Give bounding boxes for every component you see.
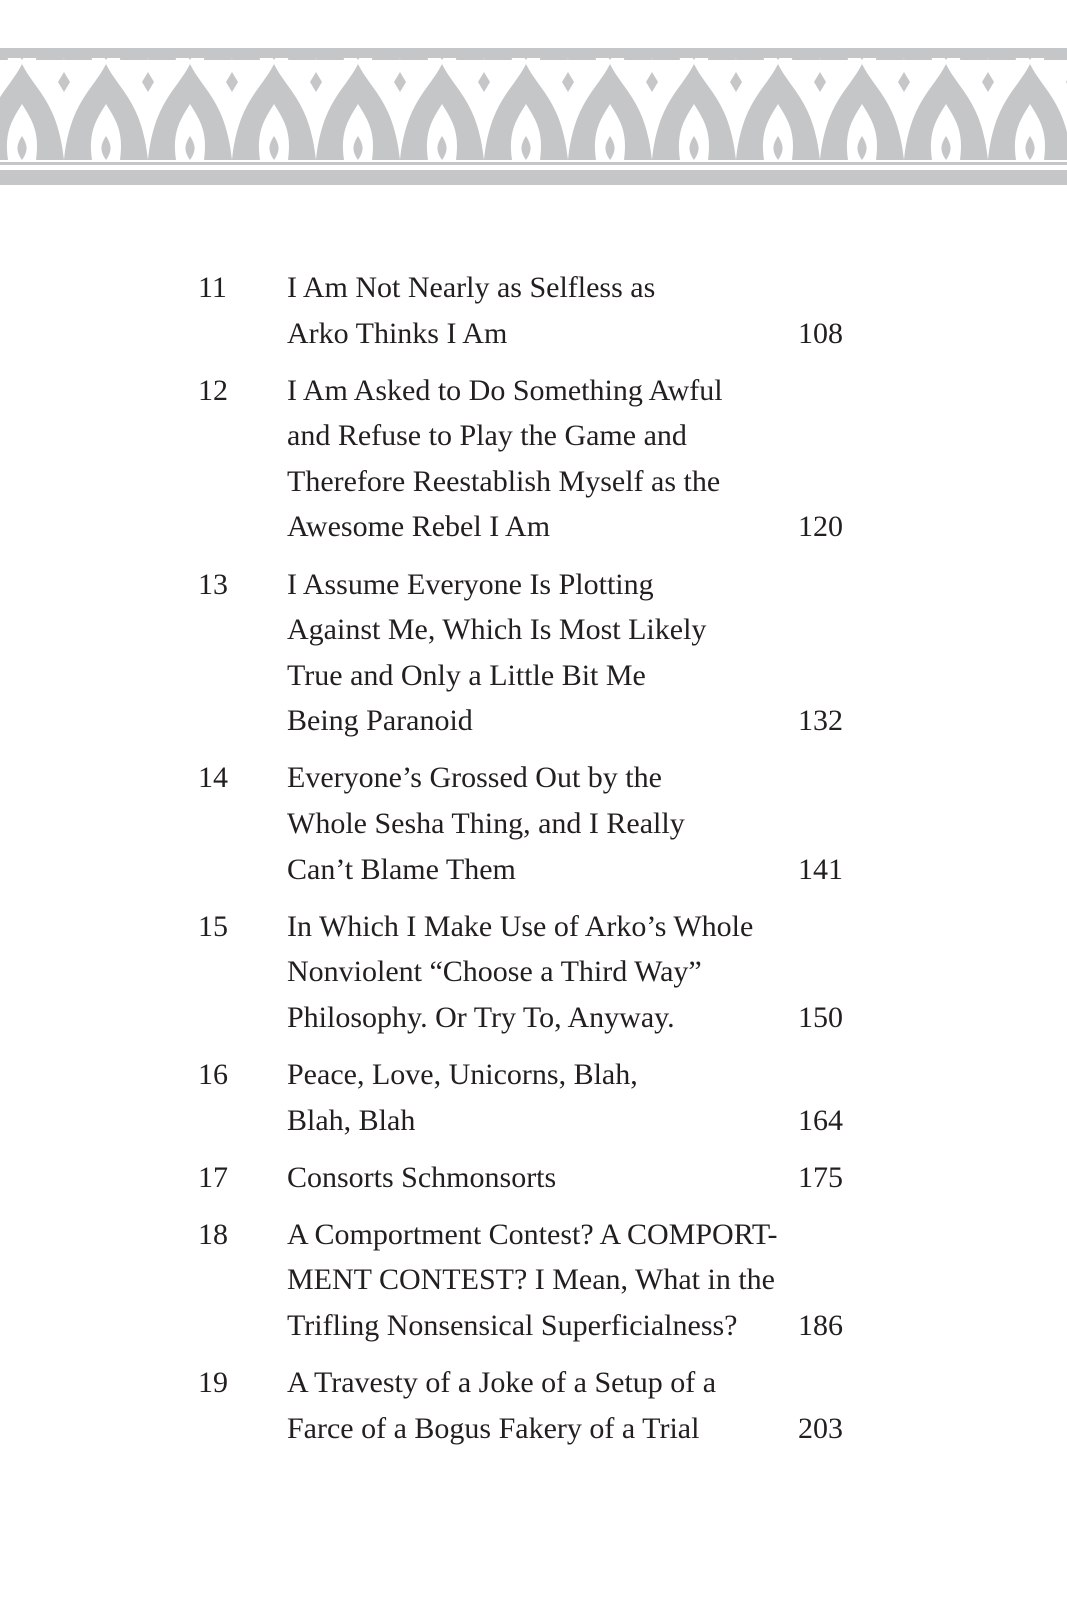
chapter-title: Consorts Schmonsorts: [287, 1160, 557, 1194]
chapter-title: I Am Not Nearly as Selfless as Arko Thinks I Am: [287, 271, 656, 350]
page-number: 186: [798, 1308, 843, 1342]
ornamental-border: [0, 0, 1067, 200]
chapter-title: I Assume Everyone Is Plotting Against Me, Which Is Most Likely True and Only a Little Bit Me Being Paranoid: [287, 567, 707, 738]
page-number: 150: [798, 1000, 843, 1034]
toc-entry: [198, 1360, 858, 1451]
chapter-title: A Comportment Contest? A COMPORT- MENT CONTEST? I Mean, What in the Trifling Nonsensical Superficialness?: [287, 1217, 778, 1342]
chapter-number: 14: [198, 761, 228, 795]
table-of-contents: [198, 265, 858, 1463]
page-number: 203: [798, 1411, 843, 1445]
chapter-title: A Travesty of a Joke of a Setup of a Farce of a Bogus Fakery of a Trial: [287, 1366, 717, 1445]
toc-entry: [198, 562, 858, 744]
chapter-title: Peace, Love, Unicorns, Blah, Blah, Blah: [287, 1058, 638, 1137]
page-number: 141: [798, 852, 843, 886]
page-number: 120: [798, 510, 843, 544]
chapter-number: 11: [198, 271, 227, 304]
flame-pattern-icon: [0, 0, 1067, 200]
toc-entry: [198, 368, 858, 550]
chapter-number: 12: [198, 373, 228, 407]
chapter-number: 16: [198, 1058, 228, 1091]
toc-entry: [198, 755, 858, 892]
toc-entry: [198, 1052, 858, 1143]
chapter-title: I Am Asked to Do Something Awful and Refuse to Play the Game and Therefore Reestablish Myself as the Awesome Rebel I Am: [287, 373, 723, 544]
toc-entry: [198, 1155, 858, 1201]
page-number: 164: [798, 1103, 843, 1137]
page-number: 175: [798, 1160, 843, 1194]
toc-entry: [198, 904, 858, 1041]
chapter-number: 18: [198, 1217, 228, 1251]
chapter-number: 17: [198, 1160, 228, 1194]
toc-entry: [198, 265, 858, 356]
chapter-title: In Which I Make Use of Arko’s Whole Nonviolent “Choose a Third Way” Philosophy. Or Try To, Anyway.: [287, 909, 754, 1034]
chapter-number: 15: [198, 909, 228, 943]
chapter-number: 13: [198, 567, 228, 601]
chapter-number: 19: [198, 1366, 228, 1400]
chapter-title: Everyone’s Grossed Out by the Whole Sesha Thing, and I Really Can’t Blame Them: [287, 761, 685, 886]
page-number: 108: [798, 316, 843, 350]
toc-entry: [198, 1212, 858, 1349]
page-number: 132: [798, 704, 843, 738]
